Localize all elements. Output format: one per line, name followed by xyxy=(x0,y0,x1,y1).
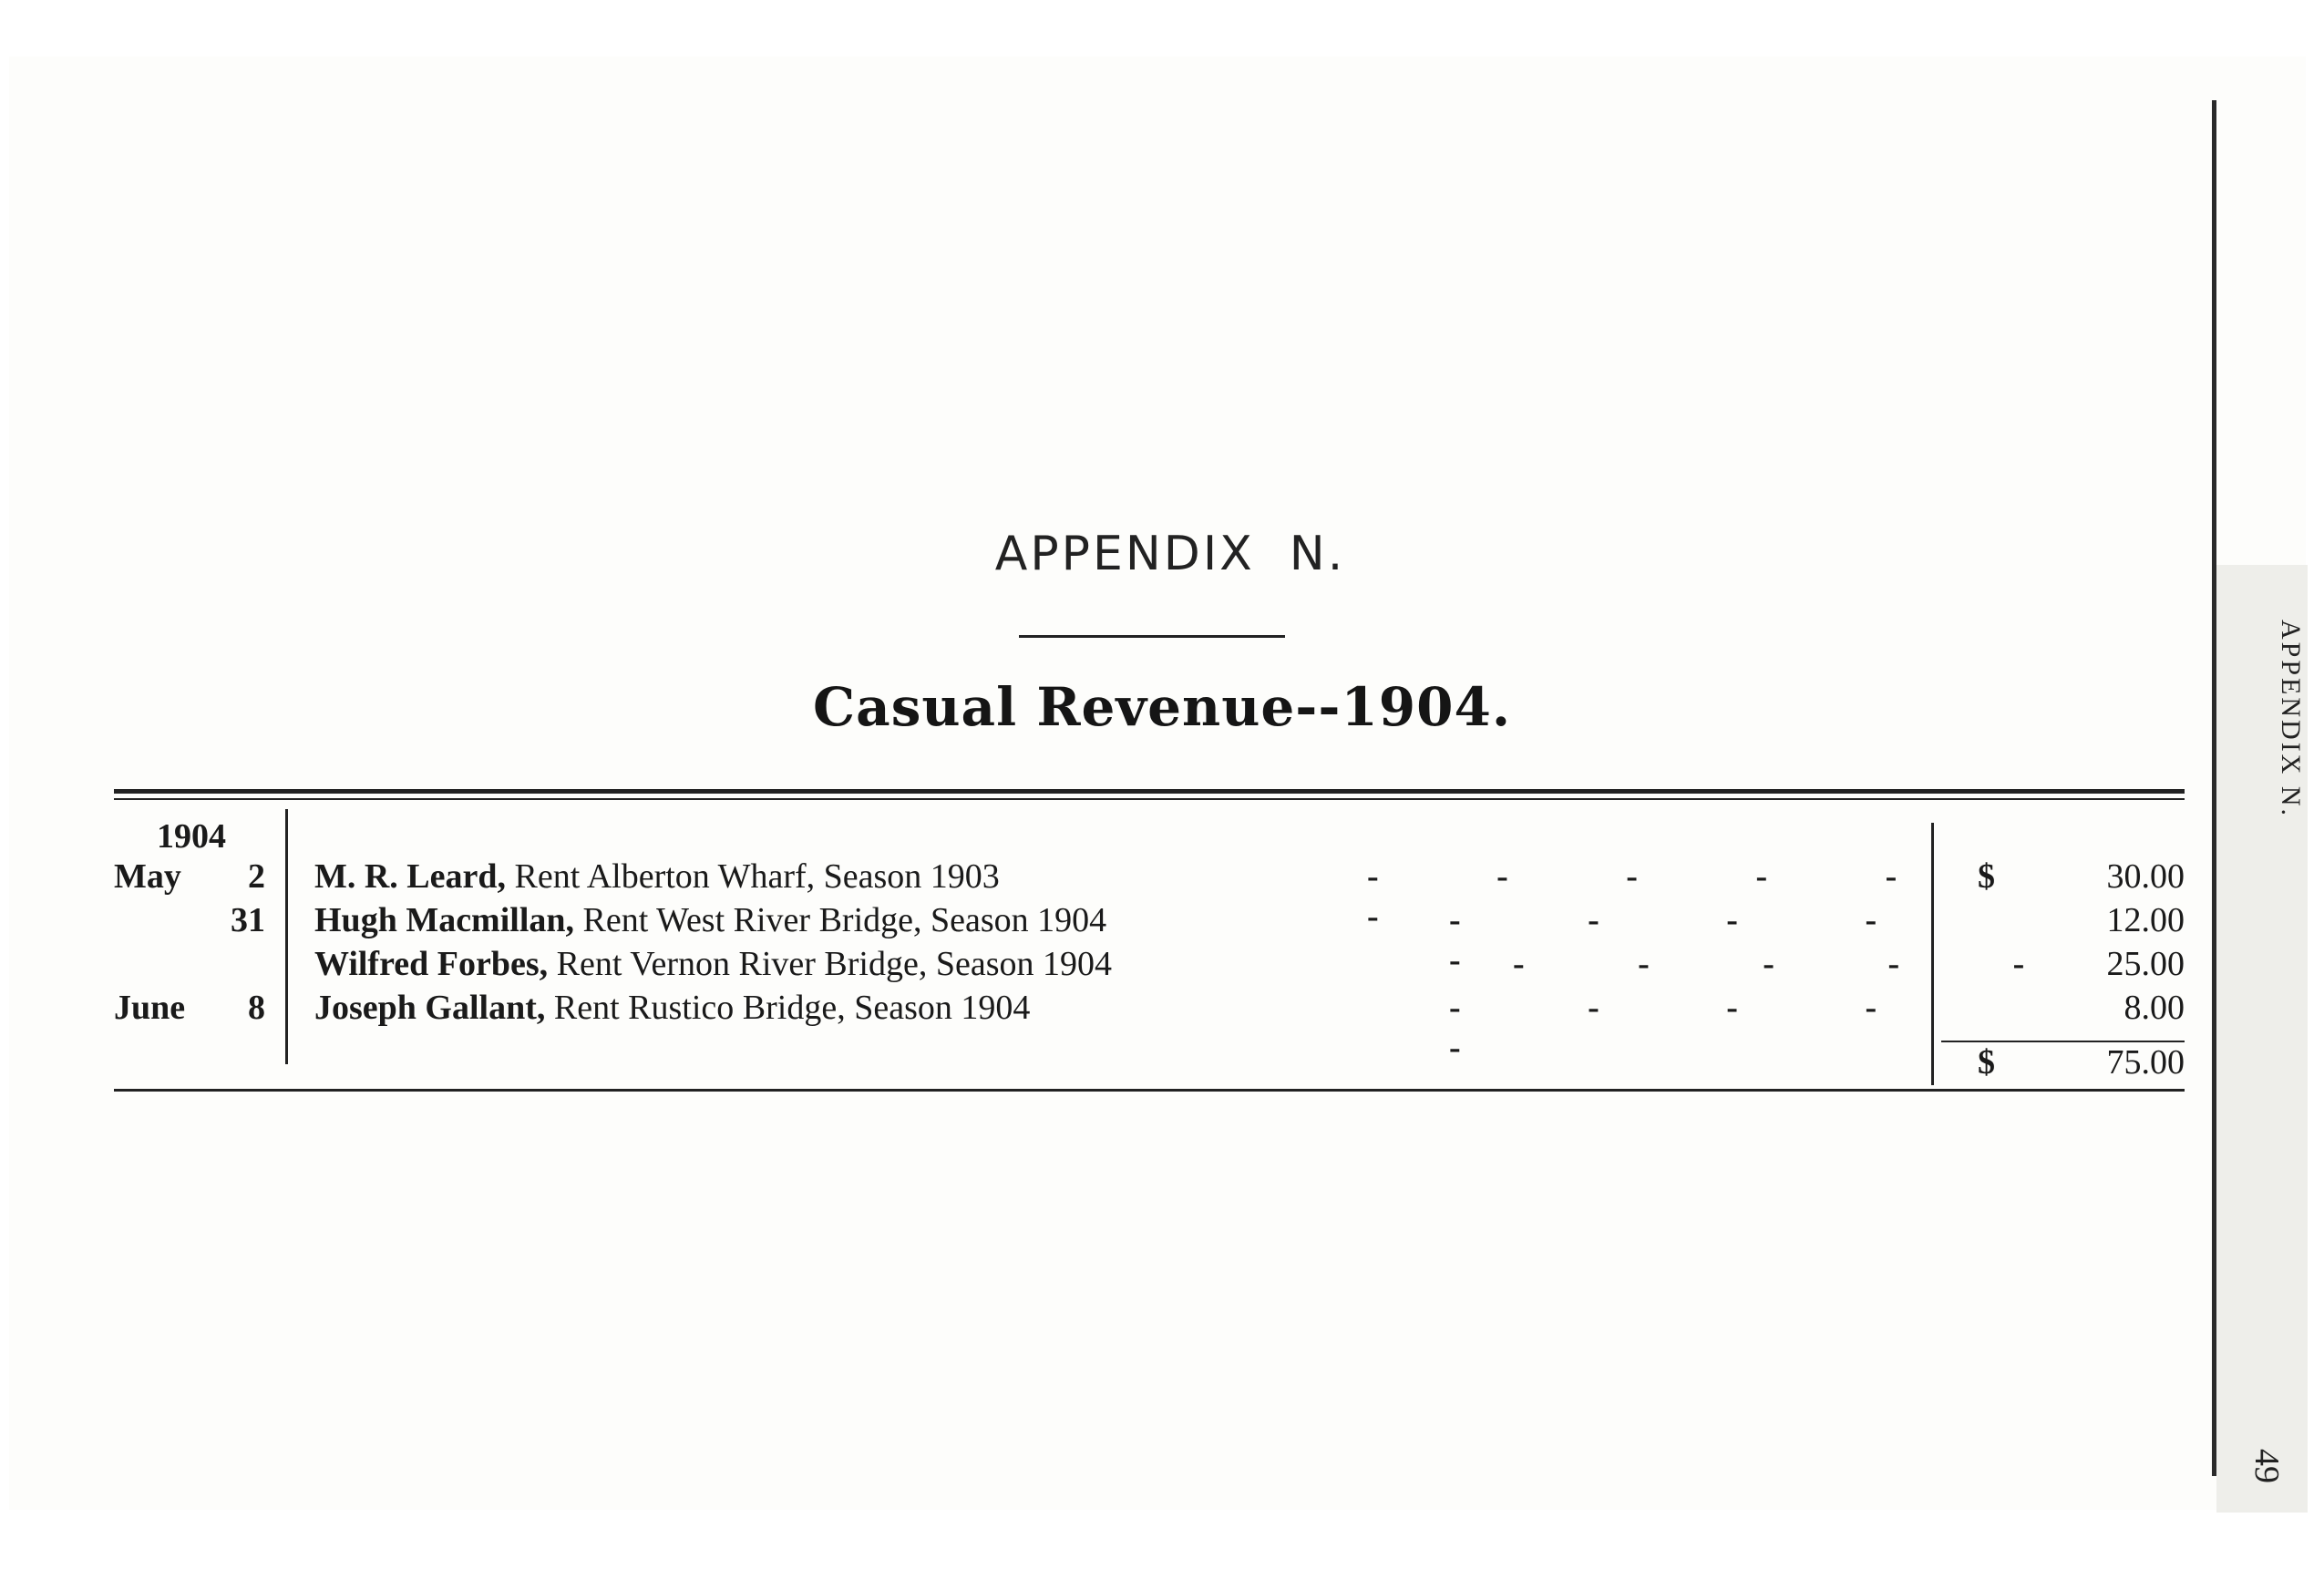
row-amount: 25.00 xyxy=(2106,945,2185,983)
table-year: 1904 xyxy=(157,817,226,856)
row-description xyxy=(314,856,1000,897)
row-description xyxy=(314,900,1106,940)
row-description xyxy=(314,988,1030,1028)
row-payee: Hugh Macmillan, xyxy=(314,901,575,939)
row-currency: $ xyxy=(1978,857,1995,896)
row-payee: M. R. Leard, xyxy=(314,857,507,896)
total-amount: 75.00 xyxy=(2106,1043,2185,1082)
row-day: 31 xyxy=(231,901,265,939)
row-item: Rent West River Bridge, Season 1904 xyxy=(582,901,1107,939)
row-day: 2 xyxy=(248,857,265,896)
row-leader: - - - - - - xyxy=(1367,857,1897,936)
row-amount: 8.00 xyxy=(2123,989,2185,1027)
row-leader: - - - - - xyxy=(1449,901,1877,979)
appendix-heading xyxy=(0,527,2324,581)
row-payee: Wilfred Forbes, xyxy=(314,945,549,983)
table-bottom-rule xyxy=(114,1089,2185,1092)
table-row xyxy=(0,944,2324,988)
appendix-label: APPENDIX xyxy=(994,527,1255,581)
total-currency: $ xyxy=(1978,1043,1995,1082)
row-amount: 30.00 xyxy=(2106,857,2185,896)
row-description xyxy=(314,944,1112,984)
row-item: Rent Rustico Bridge, Season 1904 xyxy=(553,989,1031,1027)
row-day: 8 xyxy=(248,989,265,1027)
row-item: Rent Vernon River Bridge, Season 1904 xyxy=(556,945,1112,983)
row-month: June xyxy=(114,989,186,1027)
row-month: May xyxy=(114,857,181,896)
row-leader: - - - - - xyxy=(1513,945,2025,983)
page-edge-rule xyxy=(2212,100,2216,1476)
page-number: 49 xyxy=(2247,1449,2286,1483)
row-leader: - - - - - xyxy=(1449,989,1877,1067)
page-sheet xyxy=(9,56,2306,1510)
row-payee: Joseph Gallant, xyxy=(314,989,546,1027)
page-title: Casual Revenue--1904. xyxy=(812,676,1512,738)
table-top-rule xyxy=(114,789,2185,794)
table-top-rule-thin xyxy=(114,798,2185,800)
side-running-title: APPENDIX N. xyxy=(2276,620,2306,819)
total-row xyxy=(0,1042,2324,1086)
row-amount: 12.00 xyxy=(2106,901,2185,939)
row-item: Rent Alberton Wharf, Season 1903 xyxy=(514,857,1000,896)
appendix-letter: N. xyxy=(1289,527,1346,581)
heading-divider xyxy=(1019,635,1285,638)
